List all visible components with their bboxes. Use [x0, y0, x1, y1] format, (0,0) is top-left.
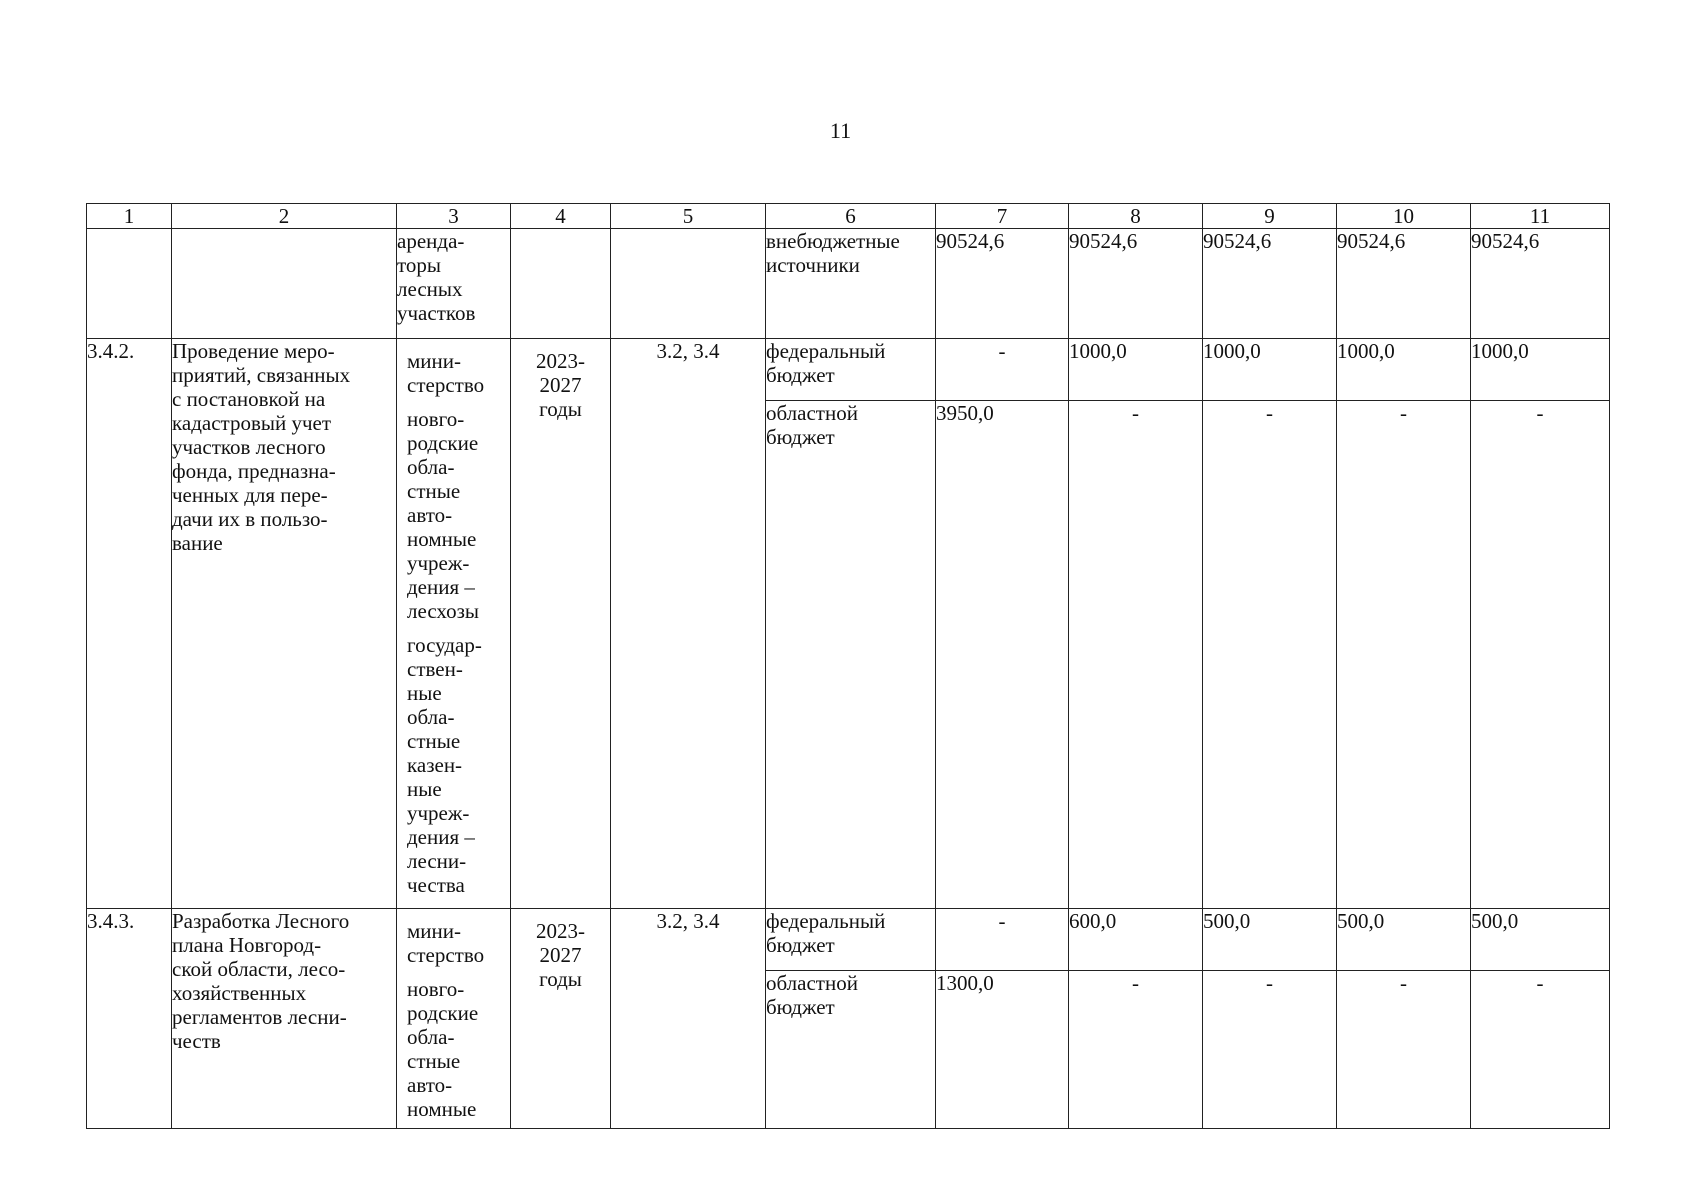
- column-number: 1: [87, 204, 172, 229]
- value-cell: 90524,6: [1471, 229, 1610, 339]
- column-number: 10: [1337, 204, 1471, 229]
- source-cell: областной бюджет: [766, 971, 936, 1129]
- column-number: 9: [1203, 204, 1337, 229]
- column-number: 8: [1069, 204, 1203, 229]
- years-cell: [511, 339, 611, 909]
- value-cell: 500,0: [1471, 909, 1610, 971]
- value-cell: -: [1471, 401, 1610, 909]
- column-number: 5: [611, 204, 766, 229]
- executor-name: новго- родские обла- стные авто- номные: [407, 977, 479, 1121]
- value-cell: 1000,0: [1203, 339, 1337, 401]
- executor-cell: аренда- торы лесных участков: [397, 229, 511, 339]
- value-cell: -: [1203, 401, 1337, 909]
- years-text: 2023- 2027 годы: [536, 349, 585, 421]
- column-number: 2: [172, 204, 397, 229]
- executor-name: государ- ствен- ные обла- стные казен- ные учреж- дения – лесни- чества: [407, 633, 482, 897]
- executor-name: мини- стерство: [407, 349, 485, 397]
- targets-cell: 3.2, 3.4: [611, 909, 766, 1129]
- column-number: 6: [766, 204, 936, 229]
- activity-name-cell: Разработка Лесного плана Новгород- ской области, лесо- хозяйственных регламентов лесни- честв: [172, 909, 397, 1129]
- targets-cell: [611, 229, 766, 339]
- value-cell: -: [936, 909, 1069, 971]
- value-cell: 90524,6: [1069, 229, 1203, 339]
- column-number: 4: [511, 204, 611, 229]
- years-cell: [511, 909, 611, 1129]
- executor-cell: [397, 909, 511, 1129]
- value-cell: -: [1337, 401, 1471, 909]
- executor-name: мини- стерство: [407, 919, 485, 967]
- activity-name-cell: [172, 229, 397, 339]
- source-cell: федеральный бюджет: [766, 909, 936, 971]
- table-row: [87, 229, 1610, 339]
- targets-cell: 3.2, 3.4: [611, 339, 766, 909]
- years-text: 2023- 2027 годы: [536, 919, 585, 991]
- source-cell: областной бюджет: [766, 401, 936, 909]
- table-row: [87, 909, 1610, 971]
- budget-table: [86, 203, 1610, 1129]
- value-cell: -: [1069, 401, 1203, 909]
- value-cell: 1000,0: [1069, 339, 1203, 401]
- value-cell: -: [1203, 971, 1337, 1129]
- executor-cell: [397, 339, 511, 909]
- value-cell: 1000,0: [1471, 339, 1610, 401]
- table-row: [87, 339, 1610, 401]
- column-number: 11: [1471, 204, 1610, 229]
- page-number: 11: [829, 118, 852, 143]
- value-cell: 600,0: [1069, 909, 1203, 971]
- value-cell: 90524,6: [936, 229, 1069, 339]
- source-cell: федеральный бюджет: [766, 339, 936, 401]
- source-cell: внебюджетные источники: [766, 229, 936, 339]
- row-number-cell: 3.4.3.: [87, 909, 172, 1129]
- row-number-cell: 3.4.2.: [87, 339, 172, 909]
- row-number-cell: [87, 229, 172, 339]
- years-cell: [511, 229, 611, 339]
- column-number-row: [87, 204, 1610, 229]
- executor-name: новго- родские обла- стные авто- номные учреж- дения – лесхозы: [407, 407, 479, 623]
- value-cell: 500,0: [1203, 909, 1337, 971]
- value-cell: 90524,6: [1337, 229, 1471, 339]
- value-cell: -: [936, 339, 1069, 401]
- value-cell: -: [1069, 971, 1203, 1129]
- value-cell: -: [1471, 971, 1610, 1129]
- value-cell: 1300,0: [936, 971, 1069, 1129]
- activity-name-cell: Проведение меро- приятий, связанных с постановкой на кадастровый учет участков лесного фонда, предназна- ченных для пере- дачи их в пользо- вание: [172, 339, 397, 909]
- value-cell: -: [1337, 971, 1471, 1129]
- value-cell: 500,0: [1337, 909, 1471, 971]
- value-cell: 3950,0: [936, 401, 1069, 909]
- value-cell: 1000,0: [1337, 339, 1471, 401]
- column-number: 3: [397, 204, 511, 229]
- value-cell: 90524,6: [1203, 229, 1337, 339]
- column-number: 7: [936, 204, 1069, 229]
